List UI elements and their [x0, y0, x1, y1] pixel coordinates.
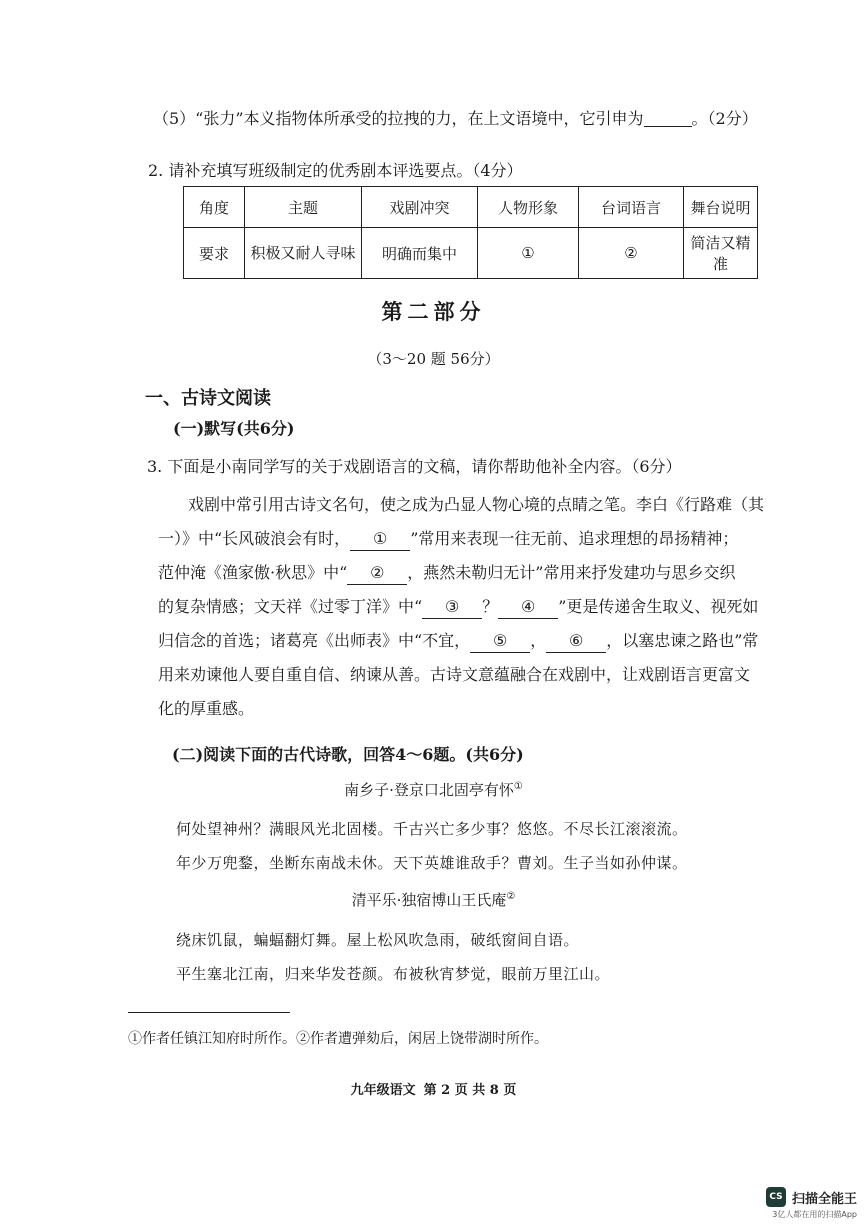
text-span: ”常用来表现一往无前、追求理想的昂扬精神；: [410, 529, 739, 548]
subsection-heading: (一)默写(共6分): [173, 419, 295, 438]
footnote: ①作者任镇江知府时所作。②作者遭弹劾后，闲居上饶带湖时所作。: [128, 1031, 548, 1047]
poem-1-title: [0, 779, 867, 800]
table-cell: 简洁又精准: [684, 228, 758, 279]
paragraph-line: [158, 556, 770, 590]
answer-blank[interactable]: [644, 110, 692, 127]
question-3: 3. 下面是小南同学写的关于戏剧语言的文稿，请你帮助他补全内容。（6分）: [147, 457, 682, 476]
answer-blank-2[interactable]: ②: [347, 562, 407, 585]
footnote-marker: ②: [506, 891, 516, 902]
poem-2-title: [0, 889, 867, 910]
poem-title-text: 清平乐·独宿博山王氏庵: [351, 891, 507, 909]
answer-blank-3[interactable]: ③: [422, 596, 482, 619]
paragraph-line: [158, 590, 770, 624]
fill-in-paragraph: [158, 488, 770, 726]
text-span: ，以塞忠谏之路也”常: [606, 631, 759, 650]
text-span: ，: [530, 631, 547, 650]
poem-2-line-1: 绕床饥鼠，蝙蝠翻灯舞。屋上松风吹急雨，破纸窗间自语。: [176, 931, 580, 949]
table-cell: 要求: [184, 228, 245, 279]
paragraph-line: 用来劝谏他人要自重自信、纳谏从善。古诗文意蕴融合在戏剧中，让戏剧语言更富文: [158, 665, 751, 684]
footnote-marker: ①: [513, 781, 523, 792]
table-header-cell: 角度: [184, 187, 245, 228]
text-span: 归信念的首选；诸葛亮《出师表》中“不宜，: [158, 631, 471, 650]
table-cell-blank-1[interactable]: ①: [478, 228, 579, 279]
poem-title-text: 南乡子·登京口北固亭有怀: [344, 781, 514, 799]
q5-prefix: （5）“张力”本义指物体所承受的拉拽的力，在上文语境中，它引申为: [153, 109, 644, 128]
table-cell: 明确而集中: [362, 228, 478, 279]
text-span: 的复杂情感；文天祥《过零丁洋》中“: [158, 597, 423, 616]
text-span: 范仲淹《渔家傲·秋思》中“: [158, 563, 348, 582]
q5-suffix: 。（2分）: [691, 109, 758, 128]
table-header-row: [184, 187, 758, 228]
paragraph-line: [158, 624, 770, 658]
poem-1-line-1: 何处望神州？满眼风光北固楼。千古兴亡多少事？悠悠。不尽长江滚滚流。: [176, 820, 688, 838]
page-footer: [0, 1079, 867, 1098]
poem-2-line-2: 平生塞北江南，归来华发苍颜。布被秋宵梦觉，眼前万里江山。: [176, 965, 611, 983]
footer-subject: 九年级语文: [350, 1083, 416, 1098]
answer-blank-4[interactable]: ④: [498, 596, 558, 619]
watermark-app-name: 扫描全能王: [791, 1191, 857, 1207]
question-2: 2. 请补充填写班级制定的优秀剧本评选要点。（4分）: [148, 161, 523, 180]
paragraph-line: 戏剧中常引用古诗文名句，使之成为凸显人物心境的点睛之笔。李白《行路难（其: [188, 495, 765, 514]
footnote-divider: [128, 1012, 290, 1013]
answer-blank-5[interactable]: ⑤: [470, 630, 530, 653]
part-title: 第二部分: [381, 299, 486, 324]
paragraph-line: 化的厚重感。: [158, 699, 255, 718]
answer-blank-6[interactable]: ⑥: [546, 630, 606, 653]
paragraph-line: [158, 522, 770, 556]
subsection-heading-2: (二)阅读下面的古代诗歌，回答4～6题。(共6分): [172, 745, 524, 764]
poem-1-line-2: 年少万兜鍪，坐断东南战未休。天下英雄谁敌手？曹刘。生子当如孙仲谋。: [176, 854, 688, 872]
table-cell-blank-2[interactable]: ②: [579, 228, 684, 279]
answer-blank-1[interactable]: ①: [350, 528, 410, 551]
scanner-watermark: [766, 1187, 857, 1220]
section-heading: 一、古诗文阅读: [145, 388, 271, 409]
table-row: [184, 228, 758, 279]
criteria-table: [183, 186, 758, 279]
table-header-cell: 台词语言: [579, 187, 684, 228]
footer-page-number: 第 2 页 共 8 页: [423, 1083, 517, 1098]
question-5-line: [153, 106, 758, 129]
table-header-cell: 舞台说明: [684, 187, 758, 228]
camscanner-logo-icon: CS: [766, 1187, 786, 1207]
table-header-cell: 主题: [245, 187, 362, 228]
table-header-cell: 戏剧冲突: [362, 187, 478, 228]
text-span: 一）》中“长风破浪会有时，: [158, 529, 351, 548]
part-subtitle: （3～20 题 56分）: [367, 350, 500, 368]
table-header-cell: 人物形象: [478, 187, 579, 228]
text-span: ”更是传递舍生取义、视死如: [558, 597, 759, 616]
text-span: ，燕然未勒归无计”常用来抒发建功与思乡交织: [407, 563, 736, 582]
watermark-tagline: 3亿人都在用的扫描App: [772, 1210, 857, 1219]
table-cell: 积极又耐人寻味: [245, 228, 362, 279]
text-span: ？: [482, 597, 499, 616]
